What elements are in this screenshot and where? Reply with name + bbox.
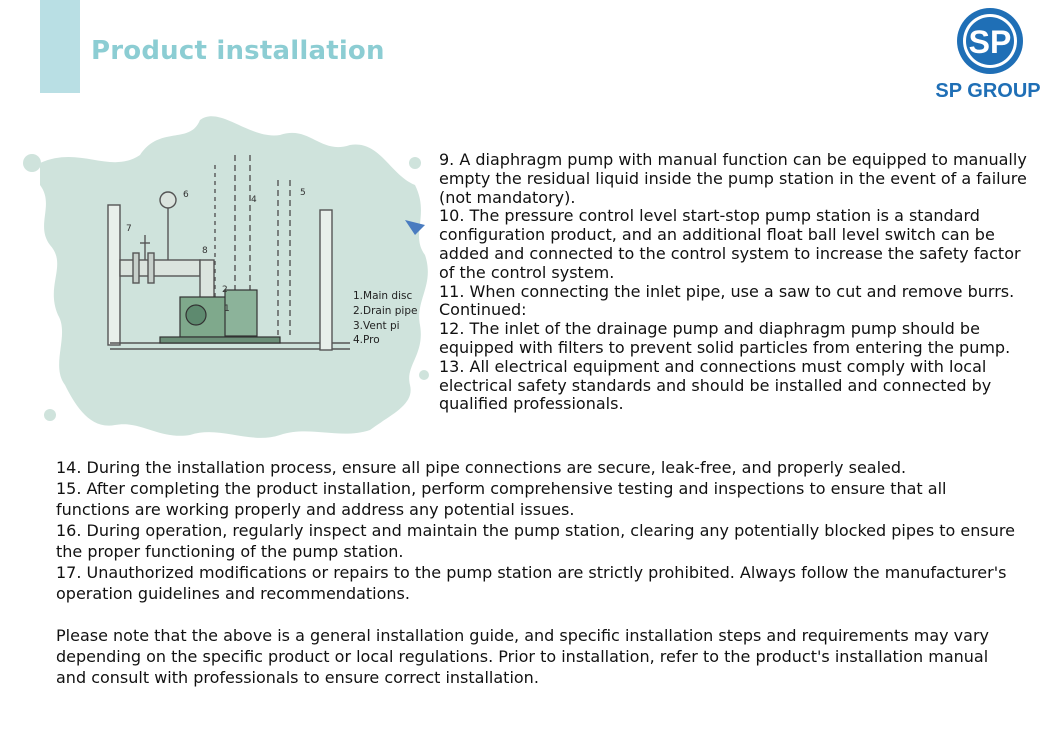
page-title: Product installation — [91, 36, 385, 66]
instructions-right-column — [439, 151, 1039, 414]
diagram-label: 3.Vent pi — [353, 320, 400, 332]
instruction-15: 15. After completing the product installation, perform comprehensive testing and inspections to ensure that all functions are working properly and address any potential issues. — [56, 479, 947, 519]
diagram-label: 4.Pro — [353, 334, 380, 346]
svg-text:6: 6 — [183, 190, 189, 200]
logo-mark-icon — [930, 4, 1046, 84]
logo-name: SP GROUP — [935, 80, 1041, 102]
instruction-17: 17. Unauthorized modifications or repairs to the pump station are strictly prohibited. Always follow the manufacturer's operation guidelines and recommendations. — [56, 563, 1007, 603]
instructions-bottom — [56, 457, 1016, 688]
instruction-9: 9. A diaphragm pump with manual function can be equipped to manually empty the residual liquid inside the pump station in the event of a failure (not mandatory). — [439, 150, 1027, 207]
svg-text:7: 7 — [126, 224, 132, 234]
svg-text:5: 5 — [300, 188, 306, 198]
instruction-12: 12. The inlet of the drainage pump and diaphragm pump should be equipped with filters to prevent solid particles from entering the pump. — [439, 319, 1011, 357]
sp-group-logo — [930, 4, 1046, 104]
diagram-label: 1.Main disc — [353, 290, 413, 302]
svg-text:1: 1 — [224, 304, 230, 314]
svg-text:2: 2 — [222, 285, 228, 295]
logo-mark-text: SP — [968, 24, 1012, 60]
diagram-label: 2.Drain pipe — [353, 305, 418, 317]
general-note: Please note that the above is a general installation guide, and specific installation steps and requirements may vary depending on the specific product or local regulations. Prior to installation, refer to the product's installation manual and consult with professionals to ensure correct installation. — [56, 626, 989, 687]
svg-text:8: 8 — [202, 246, 208, 256]
pump-station-diagram — [20, 85, 440, 450]
title-accent-bar — [40, 0, 80, 93]
instruction-10: 10. The pressure control level start-stop pump station is a standard configuration product, and an additional float ball level switch can be added and connected to the control system to increase the safety factor of the control system. — [439, 206, 1021, 282]
instruction-16: 16. During operation, regularly inspect and maintain the pump station, clearing any potentially blocked pipes to ensure the proper functioning of the pump station. — [56, 521, 1015, 561]
continued-label: Continued: — [439, 300, 527, 320]
instruction-13: 13. All electrical equipment and connections must comply with local electrical safety standards and should be installed and connected by qualified professionals. — [439, 356, 992, 414]
instruction-14: 14. During the installation process, ensure all pipe connections are secure, leak-free, and properly sealed. — [56, 458, 907, 477]
instruction-11: 11. When connecting the inlet pipe, use a saw to cut and remove burrs. — [439, 281, 1015, 301]
svg-text:4: 4 — [251, 195, 257, 205]
